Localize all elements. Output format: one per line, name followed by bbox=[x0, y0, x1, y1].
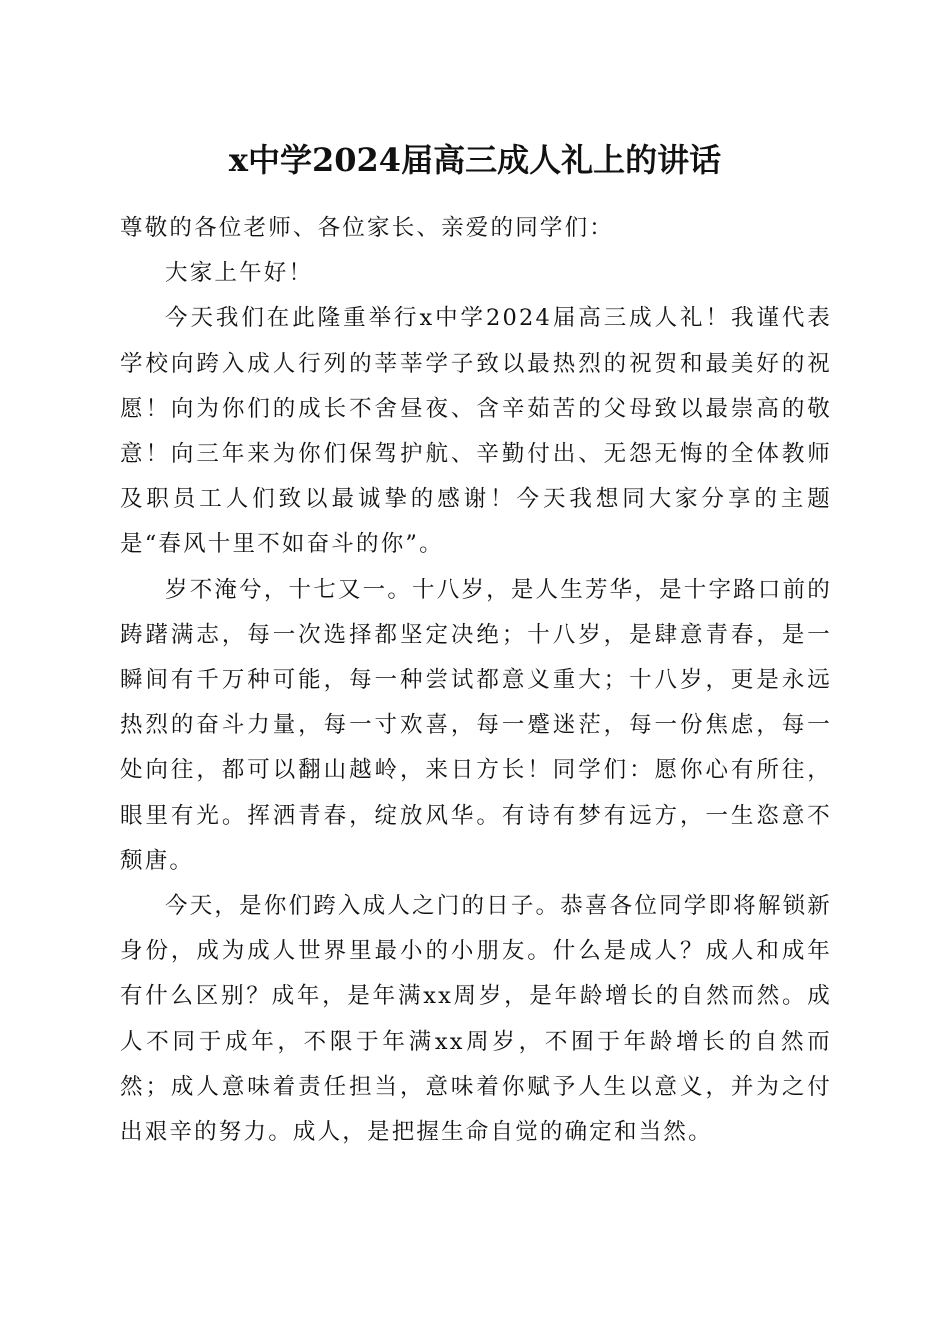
paragraph: 岁不淹兮，十七又一。十八岁，是人生芳华，是十字路口前的踌躇满志，每一次选择都坚定决绝；十八岁，是肆意青春，是一瞬间有千万种可能，每一种尝试都意义重大；十八岁，更是永远热烈的奋斗力量，每一寸欢喜，每一蹙迷茫，每一份焦虑，每一处向往，都可以翻山越岭，来日方长！同学们：愿你心有所往，眼里有光。挥洒青春，绽放风华。有诗有梦有远方，一生恣意不颓唐。 bbox=[120, 576, 832, 874]
paragraph: 今天我们在此隆重举行x中学2024届高三成人礼！我谨代表学校向跨入成人行列的莘莘学子致以最热烈的祝贺和最美好的祝愿！向为你们的成长不舍昼夜、含辛茹苦的父母致以最崇高的敬意！向三年来为你们保驾护航、辛勤付出、无怨无悔的全体教师及职员工人们致以最诚挚的感谢！今天我想同大家分享的主题是“春风十里不如奋斗的你”。 bbox=[120, 305, 832, 558]
paragraph: 今天，是你们跨入成人之门的日子。恭喜各位同学即将解锁新身份，成为成人世界里最小的小朋友。什么是成人？成人和成年有什么区别？成年，是年满xx周岁，是年龄增长的自然而然。成人不同于成年，不限于年满xx周岁，不囿于年龄增长的自然而然；成人意味着责任担当，意味着你赋予人生以意义，并为之付出艰辛的努力。成人，是把握生命自觉的确定和当然。 bbox=[120, 893, 832, 1146]
greeting: 大家上午好！ bbox=[165, 260, 314, 287]
document-body bbox=[120, 206, 832, 1155]
page-title: x中学2024届高三成人礼上的讲话 bbox=[228, 141, 722, 179]
salutation: 尊敬的各位老师、各位家长、亲爱的同学们： bbox=[120, 215, 615, 241]
